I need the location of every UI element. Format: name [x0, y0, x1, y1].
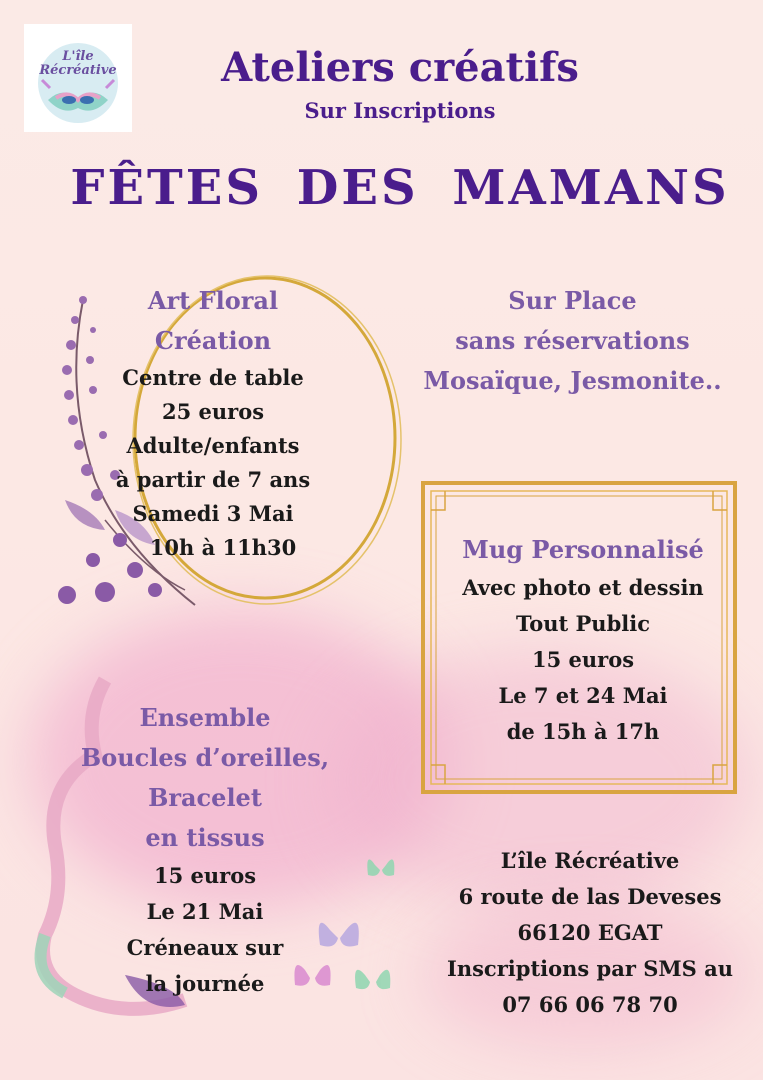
- art-floral-detail-line: 10h à 11h30: [149, 535, 297, 560]
- mug-detail-line: Le 7 et 24 Mai: [498, 683, 668, 708]
- sur-place-line: Sur Place: [508, 286, 637, 315]
- headline: FÊTES DES MAMANS: [70, 160, 730, 216]
- contact-line: 66120 EGAT: [517, 920, 663, 945]
- art-floral-detail-line: à partir de 7 ans: [115, 467, 311, 492]
- bijoux-detail-line: Le 21 Mai: [146, 899, 264, 924]
- art-floral-title-line: Création: [154, 326, 272, 355]
- art-floral-section: [88, 281, 338, 565]
- logo-text: [28, 50, 128, 78]
- bijoux-title-line: Ensemble: [139, 703, 271, 732]
- contact-section: [420, 843, 760, 1023]
- art-floral-title-line: Art Floral: [147, 286, 279, 315]
- bijoux-detail-line: Créneaux sur: [126, 935, 284, 960]
- logo-emblem-icon: [28, 28, 128, 128]
- page-title: Ateliers créatifs: [221, 44, 579, 91]
- contact-line: L’île Récréative: [500, 848, 680, 873]
- logo-text-line: L'île: [62, 49, 94, 64]
- bijoux-detail-line: la journée: [145, 971, 265, 996]
- art-floral-detail-line: Adulte/enfants: [126, 433, 300, 458]
- sur-place-line: sans réservations: [455, 326, 690, 355]
- mug-title: Mug Personnalisé: [462, 535, 704, 564]
- art-floral-detail-line: Centre de table: [122, 365, 304, 390]
- bijoux-title-line: en tissus: [145, 823, 265, 852]
- art-floral-detail-line: Samedi 3 Mai: [132, 501, 294, 526]
- contact-line: 6 route de las Deveses: [458, 884, 722, 909]
- butterflies-decoration-icon: [290, 850, 410, 1020]
- mug-detail-line: Avec photo et dessin: [462, 575, 704, 600]
- logo: [24, 24, 132, 132]
- art-floral-detail-line: 25 euros: [161, 399, 265, 424]
- contact-phone: 07 66 06 78 70: [502, 992, 678, 1017]
- sur-place-line: Mosaïque, Jesmonite..: [423, 366, 722, 395]
- contact-line: Inscriptions par SMS au: [447, 956, 733, 981]
- bijoux-title-line: Bracelet: [148, 783, 262, 812]
- logo-text-line: Récréative: [39, 63, 117, 78]
- mug-section: [428, 530, 738, 750]
- page-subtitle: Sur Inscriptions: [304, 98, 496, 123]
- mug-detail-line: 15 euros: [531, 647, 635, 672]
- sur-place-section: [400, 281, 745, 401]
- bijoux-title-line: Boucles d’oreilles,: [80, 743, 330, 772]
- mug-detail-line: de 15h à 17h: [506, 719, 660, 744]
- bijoux-detail-line: 15 euros: [153, 863, 257, 888]
- mug-detail-line: Tout Public: [516, 611, 650, 636]
